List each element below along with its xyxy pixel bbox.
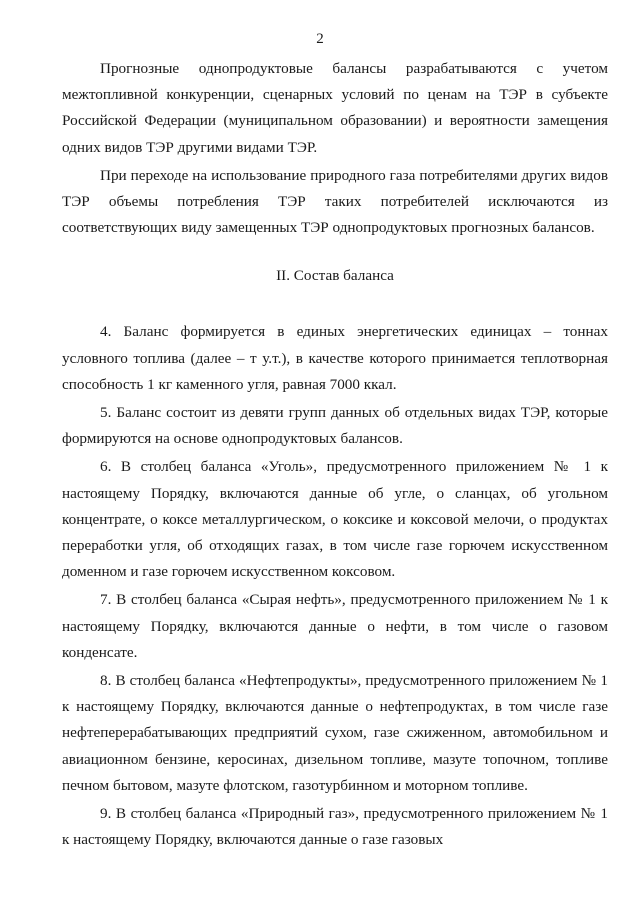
paragraph-item-7: 7. В столбец баланса «Сырая нефть», предусмотренного приложением № 1 к настоящему Порядку, включаются данные о нефти, в том числе о газовом конденсате. bbox=[62, 591, 608, 661]
document-body bbox=[62, 56, 608, 855]
paragraph-natural-gas-transition: При переходе на использование природного газа потребителями других видов ТЭР объемы потребления ТЭР таких потребителей исключаются из соответствующих виду замещенных ТЭР однопродуктовых прогнозных балансов. bbox=[62, 166, 608, 237]
paragraph-item-8: 8. В столбец баланса «Нефтепродукты», предусмотренного приложением № 1 к настоящему Порядку, включаются данные о нефтепродуктах, в том числе газе нефтеперерабатывающих предприятий сухом, газе сжиженном, автомобильном и авиационном бензине, керосинах, дизельном топливе, мазуте топочном, топливе печном бытовом, мазуте флотском, газотурбинном и моторном топливе. bbox=[62, 672, 608, 794]
paragraph-forecast-balances: Прогнозные однопродуктовые балансы разрабатываются с учетом межтопливной конкуренции, сценарных условий по ценам на ТЭР в субъекте Российской Федерации (муниципальном образовании) и вероятности замещения одних видов ТЭР другими видами ТЭР. bbox=[62, 60, 608, 156]
paragraph-item-4: 4. Баланс формируется в единых энергетических единицах – тоннах условного топлива (далее – т у.т.), в качестве которого принимается теплотворная способность 1 кг каменного угля, равная 7000 ккал. bbox=[62, 323, 608, 393]
section-heading: II. Состав баланса bbox=[276, 267, 394, 285]
paragraph-item-5: 5. Баланс состоит из девяти групп данных об отдельных видах ТЭР, которые формируются на основе однопродуктовых балансов. bbox=[62, 404, 608, 448]
paragraph-item-6: 6. В столбец баланса «Уголь», предусмотренного приложением № 1 к настоящему Порядку, включаются данные об угле, о сланцах, об угольном концентрате, о коксе металлургическом, о коксике и коксовой мелочи, о продуктах переработки угля, об отходящих газах, в том числе газе горючем искусственном доменном и газе горючем искусственном коксовом. bbox=[62, 458, 608, 581]
paragraph-item-9: 9. В столбец баланса «Природный газ», предусмотренного приложением № 1 к настоящему Порядку, включаются данные о газе газовых bbox=[62, 805, 608, 849]
page-number: 2 bbox=[316, 31, 324, 47]
